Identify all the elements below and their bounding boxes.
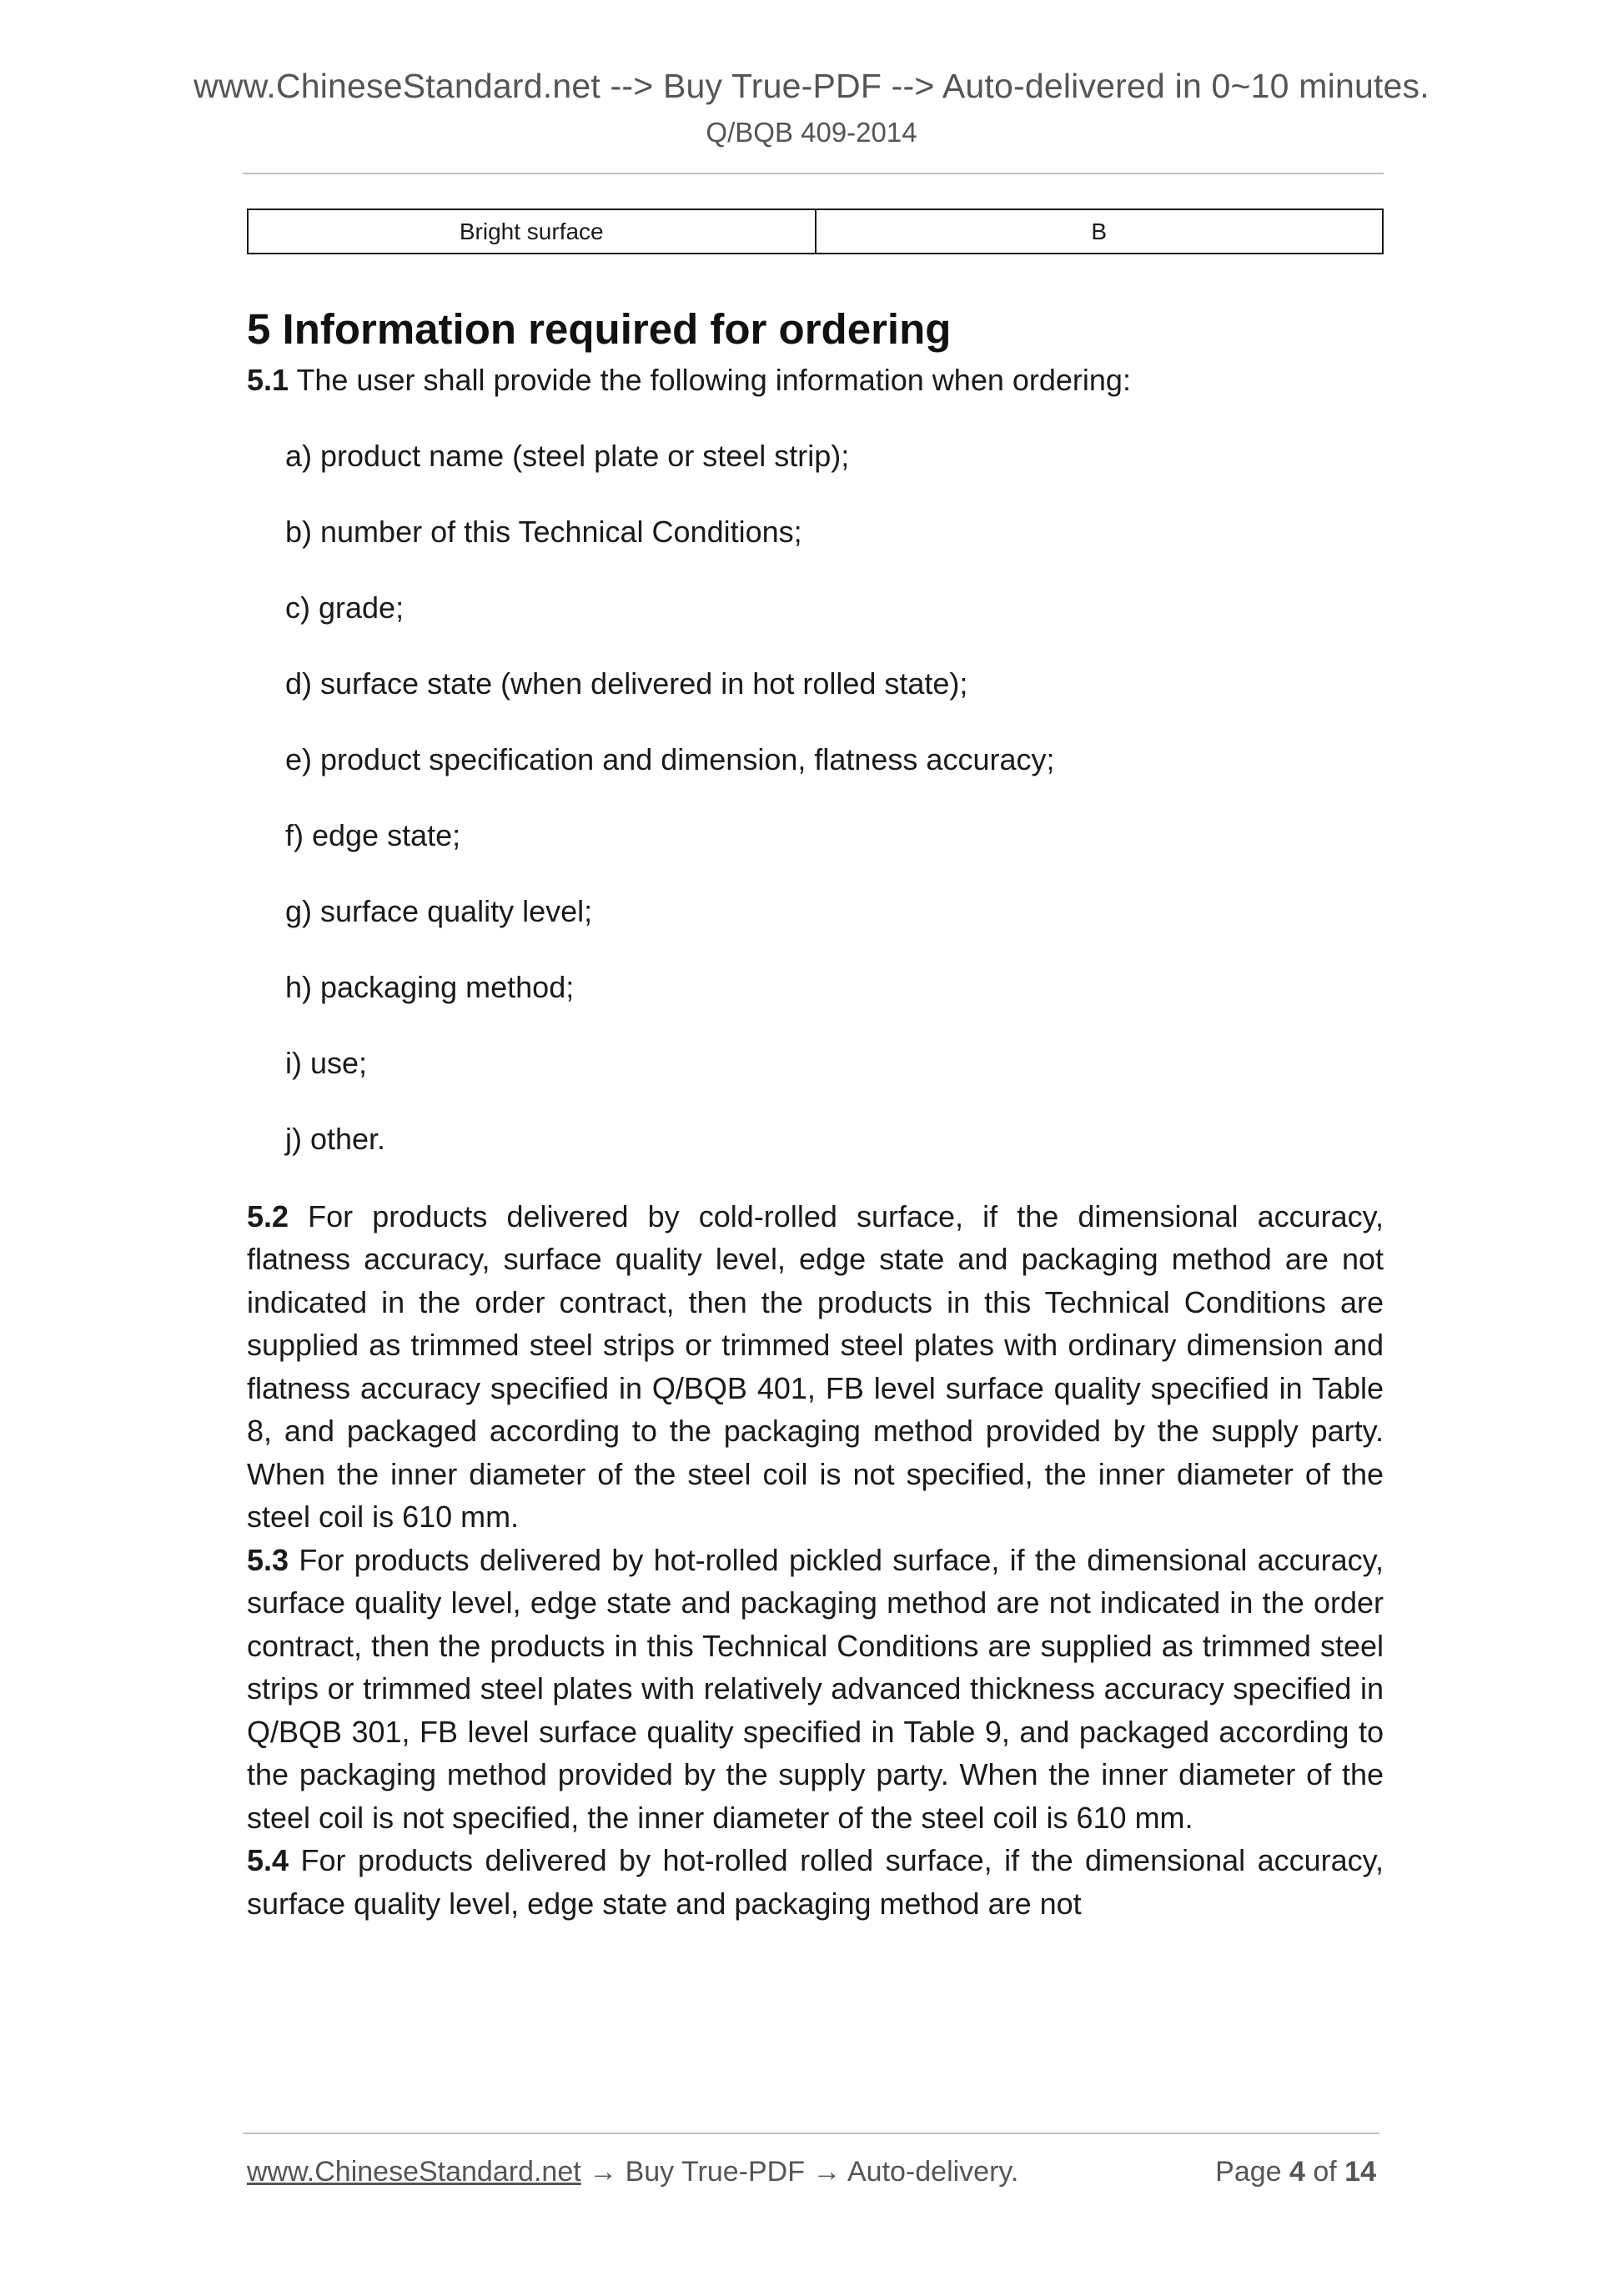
footer-link[interactable]: www.ChineseStandard.net	[247, 2156, 581, 2188]
clause-text: For products delivered by cold-rolled surface, if the dimensional accuracy, flatness accuracy, surface quality level, edge state and packaging method are not indicated in the order contract, then the products in this Technical Conditions are supplied as trimmed steel strips or trimmed steel plates with ordinary dimension and flatness accuracy specified in Q/BQB 401, FB level surface quality specified in Table 8, and packaged according to the packaging method provided by the supply party. When the inner diameter of the steel coil is not specified, the inner diameter of the steel coil is 610 mm.	[247, 1198, 1384, 1534]
page-number: 4	[1289, 2156, 1305, 2188]
header-banner: www.ChineseStandard.net --> Buy True-PDF --> Auto-delivered in 0~10 minutes.	[193, 67, 1430, 105]
list-item: h) packaging method;	[285, 969, 575, 1004]
clause-number: 5.3	[247, 1542, 289, 1577]
document-code: Q/BQB 409-2014	[706, 117, 917, 148]
clause-5-3	[247, 1539, 1384, 1840]
footer-promo	[247, 2156, 1018, 2188]
clause-5-2	[247, 1195, 1384, 1539]
footer-divider	[243, 2133, 1379, 2134]
list-item: j) other.	[285, 1121, 386, 1156]
list-item: e) product specification and dimension, flatness accuracy;	[285, 741, 1055, 776]
clause-text: The user shall provide the following information when ordering:	[289, 363, 1131, 397]
footer-promo-text: → Buy True-PDF → Auto-delivery.	[580, 2156, 1019, 2188]
list-item: f) edge state;	[285, 817, 461, 852]
clause-number: 5.4	[247, 1843, 289, 1877]
list-item: g) surface quality level;	[285, 893, 593, 928]
clause-5-1	[247, 359, 1384, 402]
list-item: c) grade;	[285, 590, 404, 625]
list-item: d) surface state (when delivered in hot rolled state);	[285, 666, 968, 701]
page-total: 14	[1344, 2156, 1376, 2188]
clause-number: 5.1	[247, 363, 289, 397]
surface-table	[247, 208, 1384, 254]
list-item: a) product name (steel plate or steel strip);	[285, 438, 850, 473]
page-of-label: of	[1304, 2156, 1345, 2188]
table-row	[248, 209, 1383, 254]
clause-text: For products delivered by hot-rolled rolled surface, if the dimensional accuracy, surface quality level, edge state and packaging method are not	[247, 1843, 1384, 1921]
list-item: b) number of this Technical Conditions;	[285, 514, 802, 549]
clause-5-4	[247, 1839, 1384, 1925]
table-cell-surface: Bright surface	[248, 209, 816, 254]
section-title: 5 Information required for ordering	[247, 305, 952, 353]
page-label: Page	[1215, 2156, 1289, 2188]
page-indicator	[1215, 2156, 1376, 2188]
ordering-items-list	[247, 435, 1384, 1160]
header-divider	[243, 173, 1384, 174]
main-content	[247, 300, 1384, 1925]
table-cell-code: B	[816, 209, 1384, 254]
clause-text: For products delivered by hot-rolled pickled surface, if the dimensional accuracy, surface quality level, edge state and packaging method are not indicated in the order contract, then the products in this Technical Conditions are supplied as trimmed steel strips or trimmed steel plates with relatively advanced thickness accuracy specified in Q/BQB 301, FB level surface quality specified in Table 9, and packaged according to the packaging method provided by the supply party. When the inner diameter of the steel coil is not specified, the inner diameter of the steel coil is 610 mm.	[247, 1542, 1384, 1835]
list-item: i) use;	[285, 1045, 368, 1080]
clause-number: 5.2	[247, 1198, 289, 1233]
